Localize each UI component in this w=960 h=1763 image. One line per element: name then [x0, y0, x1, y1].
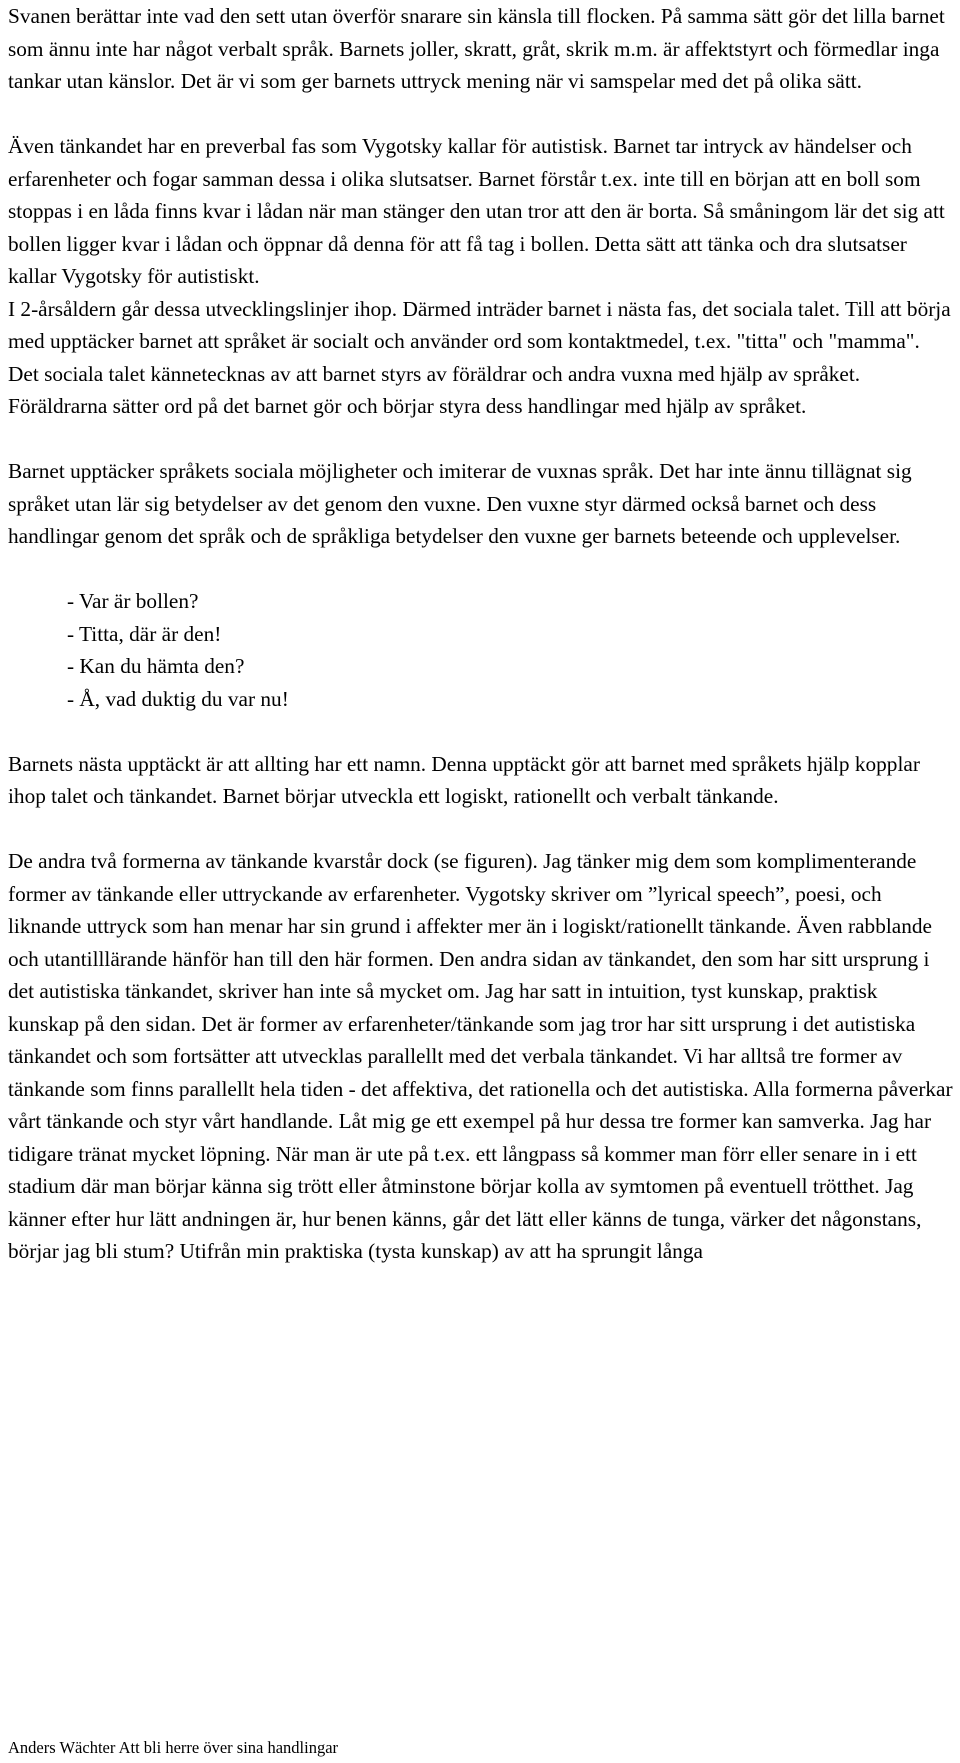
paragraph-sprakets-sociala: Barnet upptäcker språkets sociala möjligheter och imiterar de vuxnas språk. Det har inte ännu tillägnat sig språket utan lär sig betydelser av det genom den vuxne. Den vuxne styr därmed också barnet och dess handlingar genom det språk och de språkliga betydelser den vuxne ger barnets beteende och upplevelser.	[8, 459, 912, 548]
paragraph-gap	[8, 98, 953, 131]
paragraph-nasta-upptackt: Barnets nästa upptäckt är att allting har ett namn. Denna upptäckt gör att barnet med språkets hjälp kopplar ihop talet och tänkandet. Barnet börjar utveckla ett logiskt, rationellt och verbalt tänkande.	[8, 751, 920, 808]
paragraph-gap	[8, 813, 953, 846]
dialog-line: - Kan du hämta den?	[67, 654, 245, 678]
dialog-line: - Titta, där är den!	[67, 621, 222, 646]
paragraph-gap	[8, 553, 953, 586]
dialog-line: - Var är bollen?	[67, 589, 199, 613]
paragraph-gap	[8, 423, 953, 456]
paragraph-svanen: Svanen berättar inte vad den sett utan överför snarare sin känsla till flocken. På samma sätt gör det lilla barnet som ännu inte har något verbalt språk. Barnets joller, skratt, gråt, skrik m.m. är affektstyrt och förmedlar inga tankar utan känslor. Det är vi som ger barnets uttryck mening när vi samspelar med det på olika sätt.	[8, 4, 945, 93]
document-page	[8, 0, 953, 1268]
paragraph-andra-formerna: De andra två formerna av tänkande kvarstår dock (se figuren). Jag tänker mig dem som komplimenterande former av tänkande eller uttryckande av erfarenheter. Vygotsky skriver om ”lyrical speech”, poesi, och liknande uttryck som han menar har sin grund i affekter mer än i logiskt/rationellt tänkande. Även rabblande och utantilllärande hänför han till den här formen. Den andra sidan av tänkandet, den som har sitt ursprung i det autistiska tänkandet, skriver han inte så mycket om. Jag har satt in intuition, tyst kunskap, praktisk kunskap på den sidan. Det är former av erfarenheter/tänkande som jag tror har sitt ursprung i det autistiska tänkandet och som fortsätter att utvecklas parallellt med det verbala tänkandet. Vi har alltså tre former av tänkande som finns parallellt hela tiden - det affektiva, det rationella och det autistiska. Alla formerna påverkar vårt tänkande och styr vårt handlande. Låt mig ge ett exempel på hur dessa tre former kan samverka. Jag har tidigare tränat mycket löpning. När man är ute på t.ex. ett långpass så kommer man förr eller senare in i ett stadium där man börjar känna sig trött eller åtminstone börjar kolla av symtomen på eventuell trötthet. Jag känner efter hur lätt andningen är, hur benen känns, går det lätt eller känns de tunga, värker det någonstans, börjar jag bli stum? Utifrån min praktiska (tysta kunskap) av att ha sprungit långa	[8, 849, 953, 1263]
dialog-example	[8, 585, 953, 715]
dialog-line: - Å, vad duktig du var nu!	[67, 686, 289, 711]
paragraph-tankandet: Även tänkandet har en preverbal fas som Vygotsky kallar för autistisk. Barnet tar intryck av händelser och erfarenheter och fogar samman dessa i olika slutsatser. Barnet förstår t.ex. inte till en början att en boll som stoppas i en låda finns kvar i lådan när man stänger den utan tror att den är borta. Så småningom lär det sig att bollen ligger kvar i lådan och öppnar då denna för att få tag i bollen. Detta sätt att tänka och dra slutsatser kallar Vygotsky för autistiskt.	[8, 134, 945, 288]
page-footer: Anders Wächter Att bli herre över sina handlingar	[8, 1738, 339, 1757]
paragraph-2-arsaldern: I 2-årsåldern går dessa utvecklingslinjer ihop. Därmed inträder barnet i nästa fas, det sociala talet. Till att börja med upptäcker barnet att språket är socialt och använder ord som kontaktmedel, t.ex. "titta" och "mamma". Det sociala talet kännetecknas av att barnet styrs av föräldrar och andra vuxna med hjälp av språket. Föräldrarna sätter ord på det barnet gör och börjar styra dess handlingar med hjälp av språket.	[8, 296, 951, 418]
paragraph-gap	[8, 715, 953, 748]
